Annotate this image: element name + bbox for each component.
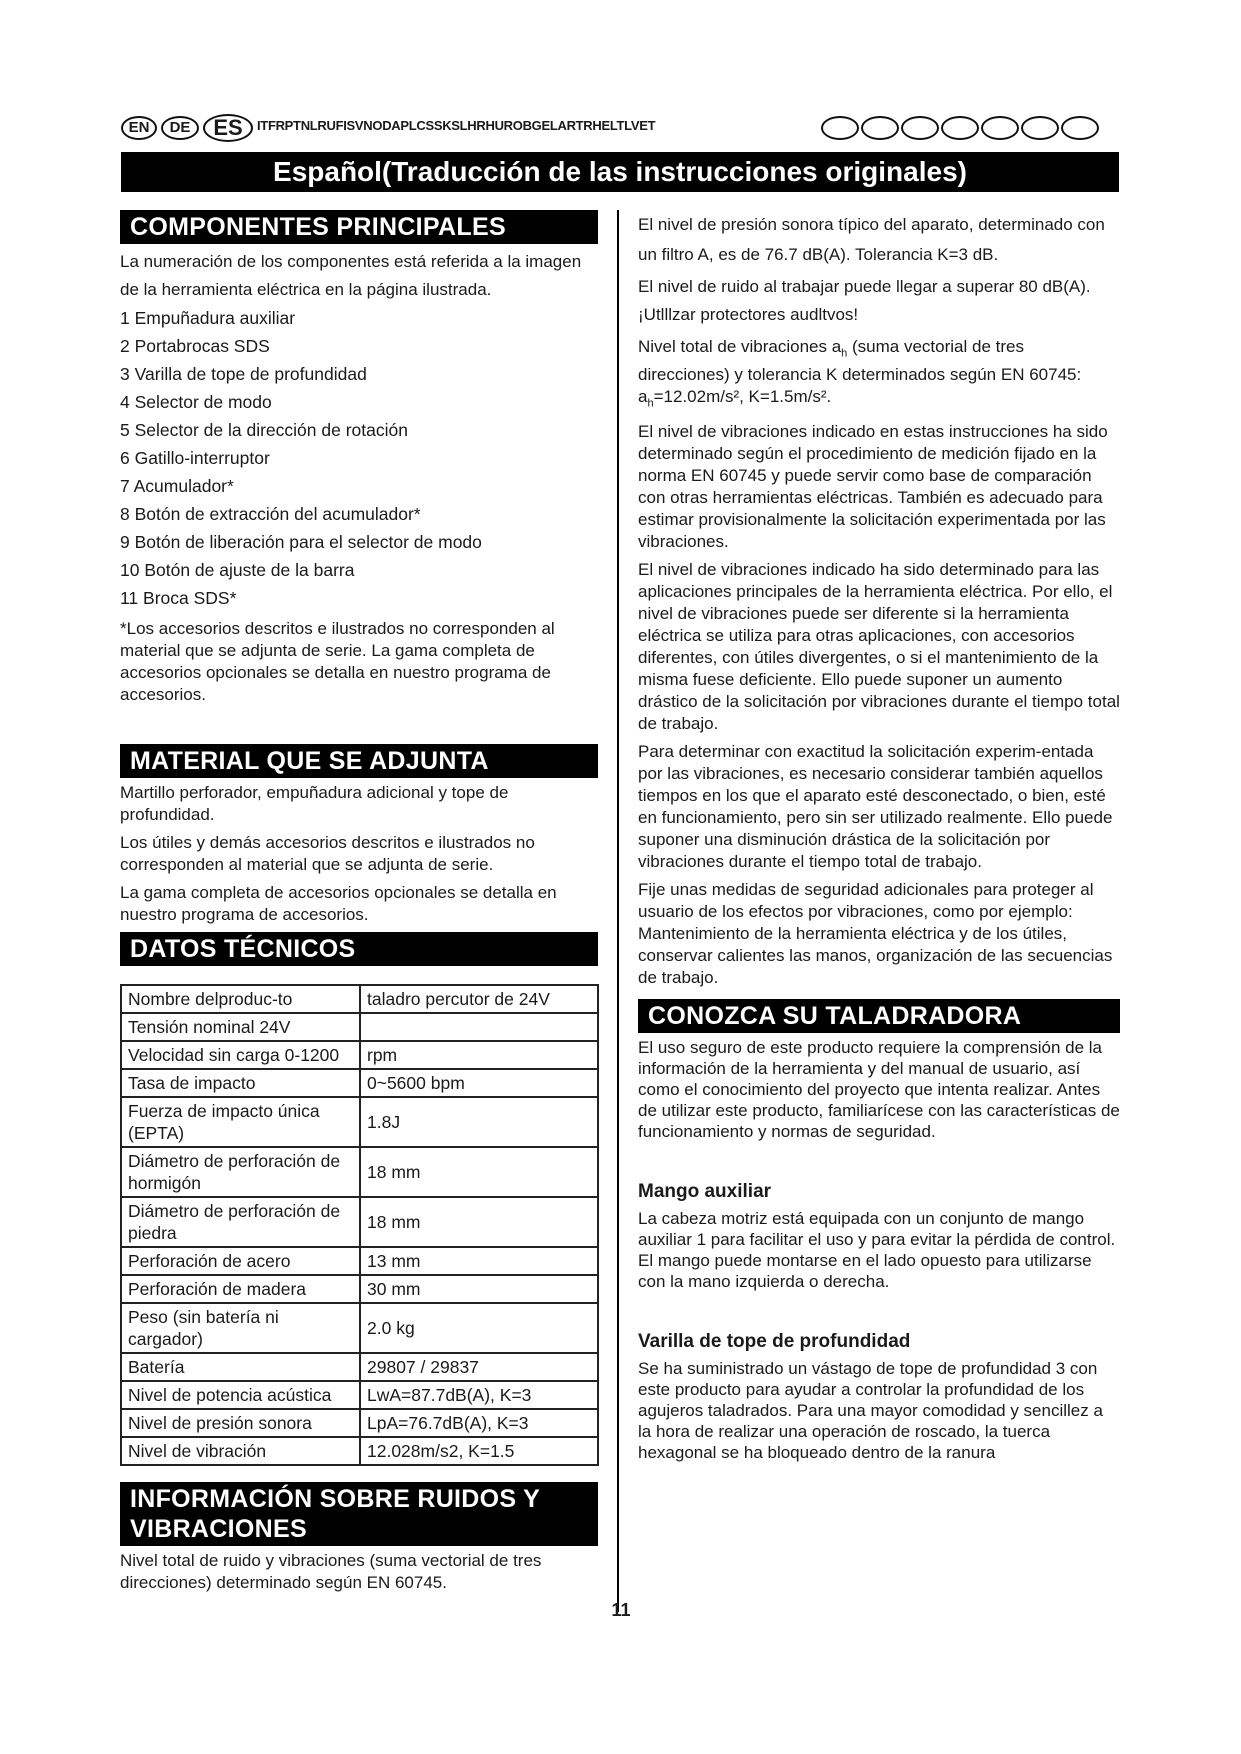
body-text: La cabeza motriz está equipada con un conjunto de mango auxiliar 1 para facilitar el uso y para evitar la pérdida de control. El mango puede montarse en el lado opuesto para utilizarse con la mano izquierda o derecha.	[638, 1208, 1116, 1291]
lang-tab-es[interactable]: ES	[203, 114, 253, 142]
page-title: Español(Traducción de las instrucciones originales)	[121, 152, 1119, 192]
column-divider	[617, 210, 619, 1612]
tech-value: 29807 / 29837	[360, 1353, 598, 1381]
noise-heading: INFORMACIÓN SOBRE RUIDOS Y VIBRACIONES	[120, 1482, 598, 1546]
table-row	[121, 1381, 598, 1409]
tech-value: 18 mm	[360, 1147, 598, 1197]
vibration-total-text	[638, 336, 1120, 415]
tech-key: Fuerza de impacto única (EPTA)	[121, 1097, 360, 1147]
components-list	[120, 304, 598, 612]
tech-value: 18 mm	[360, 1197, 598, 1247]
body-text: El nivel de vibraciones indicado ha sido determinado para las aplicaciones principales de la herramienta eléctrica. Por ello, el nivel de vibraciones puede ser diferente si la herramienta eléctrica se utiliza para otras aplicaciones, con accesorios diferentes, con útiles divergentes, o si el mantenimiento de la misma fuese deficiente. Ello puede suponer un aumento drástico de la solicitación por vibraciones durante el tiempo total de trabajo.	[638, 559, 1120, 733]
lang-tab-empty[interactable]	[861, 116, 899, 140]
body-text: El uso seguro de este producto requiere la comprensión de la información de la herramienta y del manual de usuario, así como el conocimiento del proyecto que intenta realizar. Antes de utilizar este producto, familiarícese con las características de funcionamiento y normas de seguridad.	[638, 1037, 1120, 1141]
table-row	[121, 1197, 598, 1247]
tech-key: Tensión nominal 24V	[121, 1013, 360, 1041]
table-row	[121, 1041, 598, 1069]
material-heading: MATERIAL QUE SE ADJUNTA	[120, 744, 598, 778]
tech-key: Perforación de madera	[121, 1275, 360, 1303]
tech-value: rpm	[360, 1041, 598, 1069]
lang-tab-empty[interactable]	[821, 116, 859, 140]
table-row	[121, 1097, 598, 1147]
lang-tab-empty[interactable]	[901, 116, 939, 140]
tech-key: Diámetro de perforación de hormigón	[121, 1147, 360, 1197]
lang-tab-empty[interactable]	[981, 116, 1019, 140]
vibration-text-a: Nivel total de vibraciones a	[638, 337, 842, 356]
list-item: 4 Selector de modo	[120, 392, 272, 412]
lang-tab-empty[interactable]	[1061, 116, 1099, 140]
tech-value: 12.028m/s2, K=1.5	[360, 1437, 598, 1465]
right-column	[638, 210, 1120, 1469]
table-row	[121, 1147, 598, 1197]
table-row	[121, 1013, 598, 1041]
noise-text: Nivel total de ruido y vibraciones (suma vectorial de tres direcciones) determinado según EN 60745.	[120, 1551, 542, 1592]
tech-value: 1.8J	[360, 1097, 598, 1147]
components-heading: COMPONENTES PRINCIPALES	[120, 210, 598, 244]
vibration-subscript: h	[841, 347, 848, 360]
body-text: El nivel de vibraciones indicado en estas instrucciones ha sido determinado según el procedimiento de medición fijado en la norma EN 60745 y puede servir como base de comparación con otras herramientas eléctricas. También es adecuado para estimar provisionalmente la solicitación experimentada por las vibraciones.	[638, 421, 1108, 551]
list-item: 10 Botón de ajuste de la barra	[120, 560, 355, 580]
tech-table	[120, 984, 599, 1466]
body-text: ¡Utlllzar protectores audltvos!	[638, 305, 859, 324]
tech-value: LwA=87.7dB(A), K=3	[360, 1381, 598, 1409]
vibration-subscript: h	[647, 397, 654, 410]
vibration-text-b: (suma vectorial de tres direcciones) y tolerancia K determinados según EN 60745: a	[638, 337, 1082, 407]
list-item: 3 Varilla de tope de profundidad	[120, 364, 367, 384]
body-text: Se ha suministrado un vástago de tope de profundidad 3 con este producto para ayudar a controlar la profundidad de los agujeros taladrados. Para una mayor comodidad y sencillez a la hora de realizar una operación de roscado, la tuerca hexagonal se ha bloqueado dentro de la ranura	[638, 1358, 1103, 1462]
list-item: 8 Botón de extracción del acumulador*	[120, 504, 421, 524]
table-row	[121, 1247, 598, 1275]
left-column	[120, 210, 598, 1600]
vibration-text-c: =12.02m/s², K=1.5m/s².	[653, 387, 832, 407]
tech-key: Tasa de impacto	[121, 1069, 360, 1097]
tech-key: Nivel de vibración	[121, 1437, 360, 1465]
tech-heading: DATOS TÉCNICOS	[120, 932, 598, 966]
body-text: Fije unas medidas de seguridad adicionales para proteger al usuario de los efectos por vibraciones, como por ejemplo: Mantenimiento de la herramienta eléctrica y de los útiles, conservar calientes las manos, organización de las secuencias de trabajo.	[638, 879, 1113, 987]
language-tabs	[121, 116, 1121, 142]
body-text: El nivel de presión sonora típico del aparato, determinado con un filtro A, es de 76.7 dB(A). Tolerancia K=3 dB.	[638, 215, 1105, 264]
list-item: 1 Empuñadura auxiliar	[120, 308, 296, 328]
material-text: La gama completa de accesorios opcionales se detalla en nuestro programa de accesorios.	[120, 883, 557, 924]
body-text: Para determinar con exactitud la solicitación experim-entada por las vibraciones, es necesario considerar también aquellos tiempos en los que el aparato esté desconectado, o bien, esté en funcionamiento, pero sin ser utilizado realmente. Ello puede suponer una disminución drástica de la solicitación por vibraciones durante el tiempo total de trabajo.	[638, 741, 1113, 871]
tech-value: LpA=76.7dB(A), K=3	[360, 1409, 598, 1437]
table-row	[121, 1275, 598, 1303]
tech-key: Diámetro de perforación de piedra	[121, 1197, 360, 1247]
components-note: *Los accesorios descritos e ilustrados no corresponden al material que se adjunta de serie. La gama completa de accesorios opcionales se detalla en nuestro programa de accesorios.	[120, 619, 555, 704]
lang-tab-empty[interactable]	[1021, 116, 1059, 140]
tech-key: Nombre delproduc-to	[121, 985, 360, 1013]
lang-tab-en[interactable]: EN	[121, 116, 157, 140]
material-text: Los útiles y demás accesorios descritos e ilustrados no corresponden al material que se adjunta de serie.	[120, 833, 535, 874]
tech-key: Velocidad sin carga 0-1200	[121, 1041, 360, 1069]
depth-rod-heading: Varilla de tope de profundidad	[638, 1330, 911, 1352]
table-row	[121, 1069, 598, 1097]
tech-value: 13 mm	[360, 1247, 598, 1275]
tech-key: Nivel de potencia acústica	[121, 1381, 360, 1409]
know-heading: CONOZCA SU TALADRADORA	[638, 999, 1120, 1033]
list-item: 11 Broca SDS*	[120, 588, 237, 608]
tech-key: Perforación de acero	[121, 1247, 360, 1275]
tech-value	[360, 1013, 598, 1041]
list-item: 6 Gatillo-interruptor	[120, 448, 270, 468]
tech-key: Peso (sin batería ni cargador)	[121, 1303, 360, 1353]
tech-key: Nivel de presión sonora	[121, 1409, 360, 1437]
list-item: 2 Portabrocas SDS	[120, 336, 270, 356]
table-row	[121, 1409, 598, 1437]
tech-value: 2.0 kg	[360, 1303, 598, 1353]
page-number: 11	[611, 1600, 631, 1620]
lang-tab-de[interactable]: DE	[161, 116, 199, 140]
components-intro: La numeración de los componentes está referida a la imagen de la herramienta eléctrica en la página ilustrada.	[120, 252, 582, 299]
tech-value: 0~5600 bpm	[360, 1069, 598, 1097]
material-text: Martillo perforador, empuñadura adicional y tope de profundidad.	[120, 783, 509, 824]
list-item: 5 Selector de la dirección de rotación	[120, 420, 408, 440]
body-text: El nivel de ruido al trabajar puede llegar a superar 80 dB(A).	[638, 277, 1091, 296]
list-item: 7 Acumulador*	[120, 476, 234, 496]
table-row	[121, 1303, 598, 1353]
table-row	[121, 1353, 598, 1381]
tech-value: 30 mm	[360, 1275, 598, 1303]
auxiliary-handle-heading: Mango auxiliar	[638, 1180, 772, 1202]
tech-value: taladro percutor de 24V	[360, 985, 598, 1013]
list-item: 9 Botón de liberación para el selector de modo	[120, 532, 482, 552]
lang-tab-empty[interactable]	[941, 116, 979, 140]
lang-tabs-crowded[interactable]: ITFRPTNLRUFISVNODAPLCSSKSLHRHUROBGELARTRHELTLVET	[257, 118, 656, 133]
tech-key: Batería	[121, 1353, 360, 1381]
table-row	[121, 1437, 598, 1465]
table-row	[121, 985, 598, 1013]
